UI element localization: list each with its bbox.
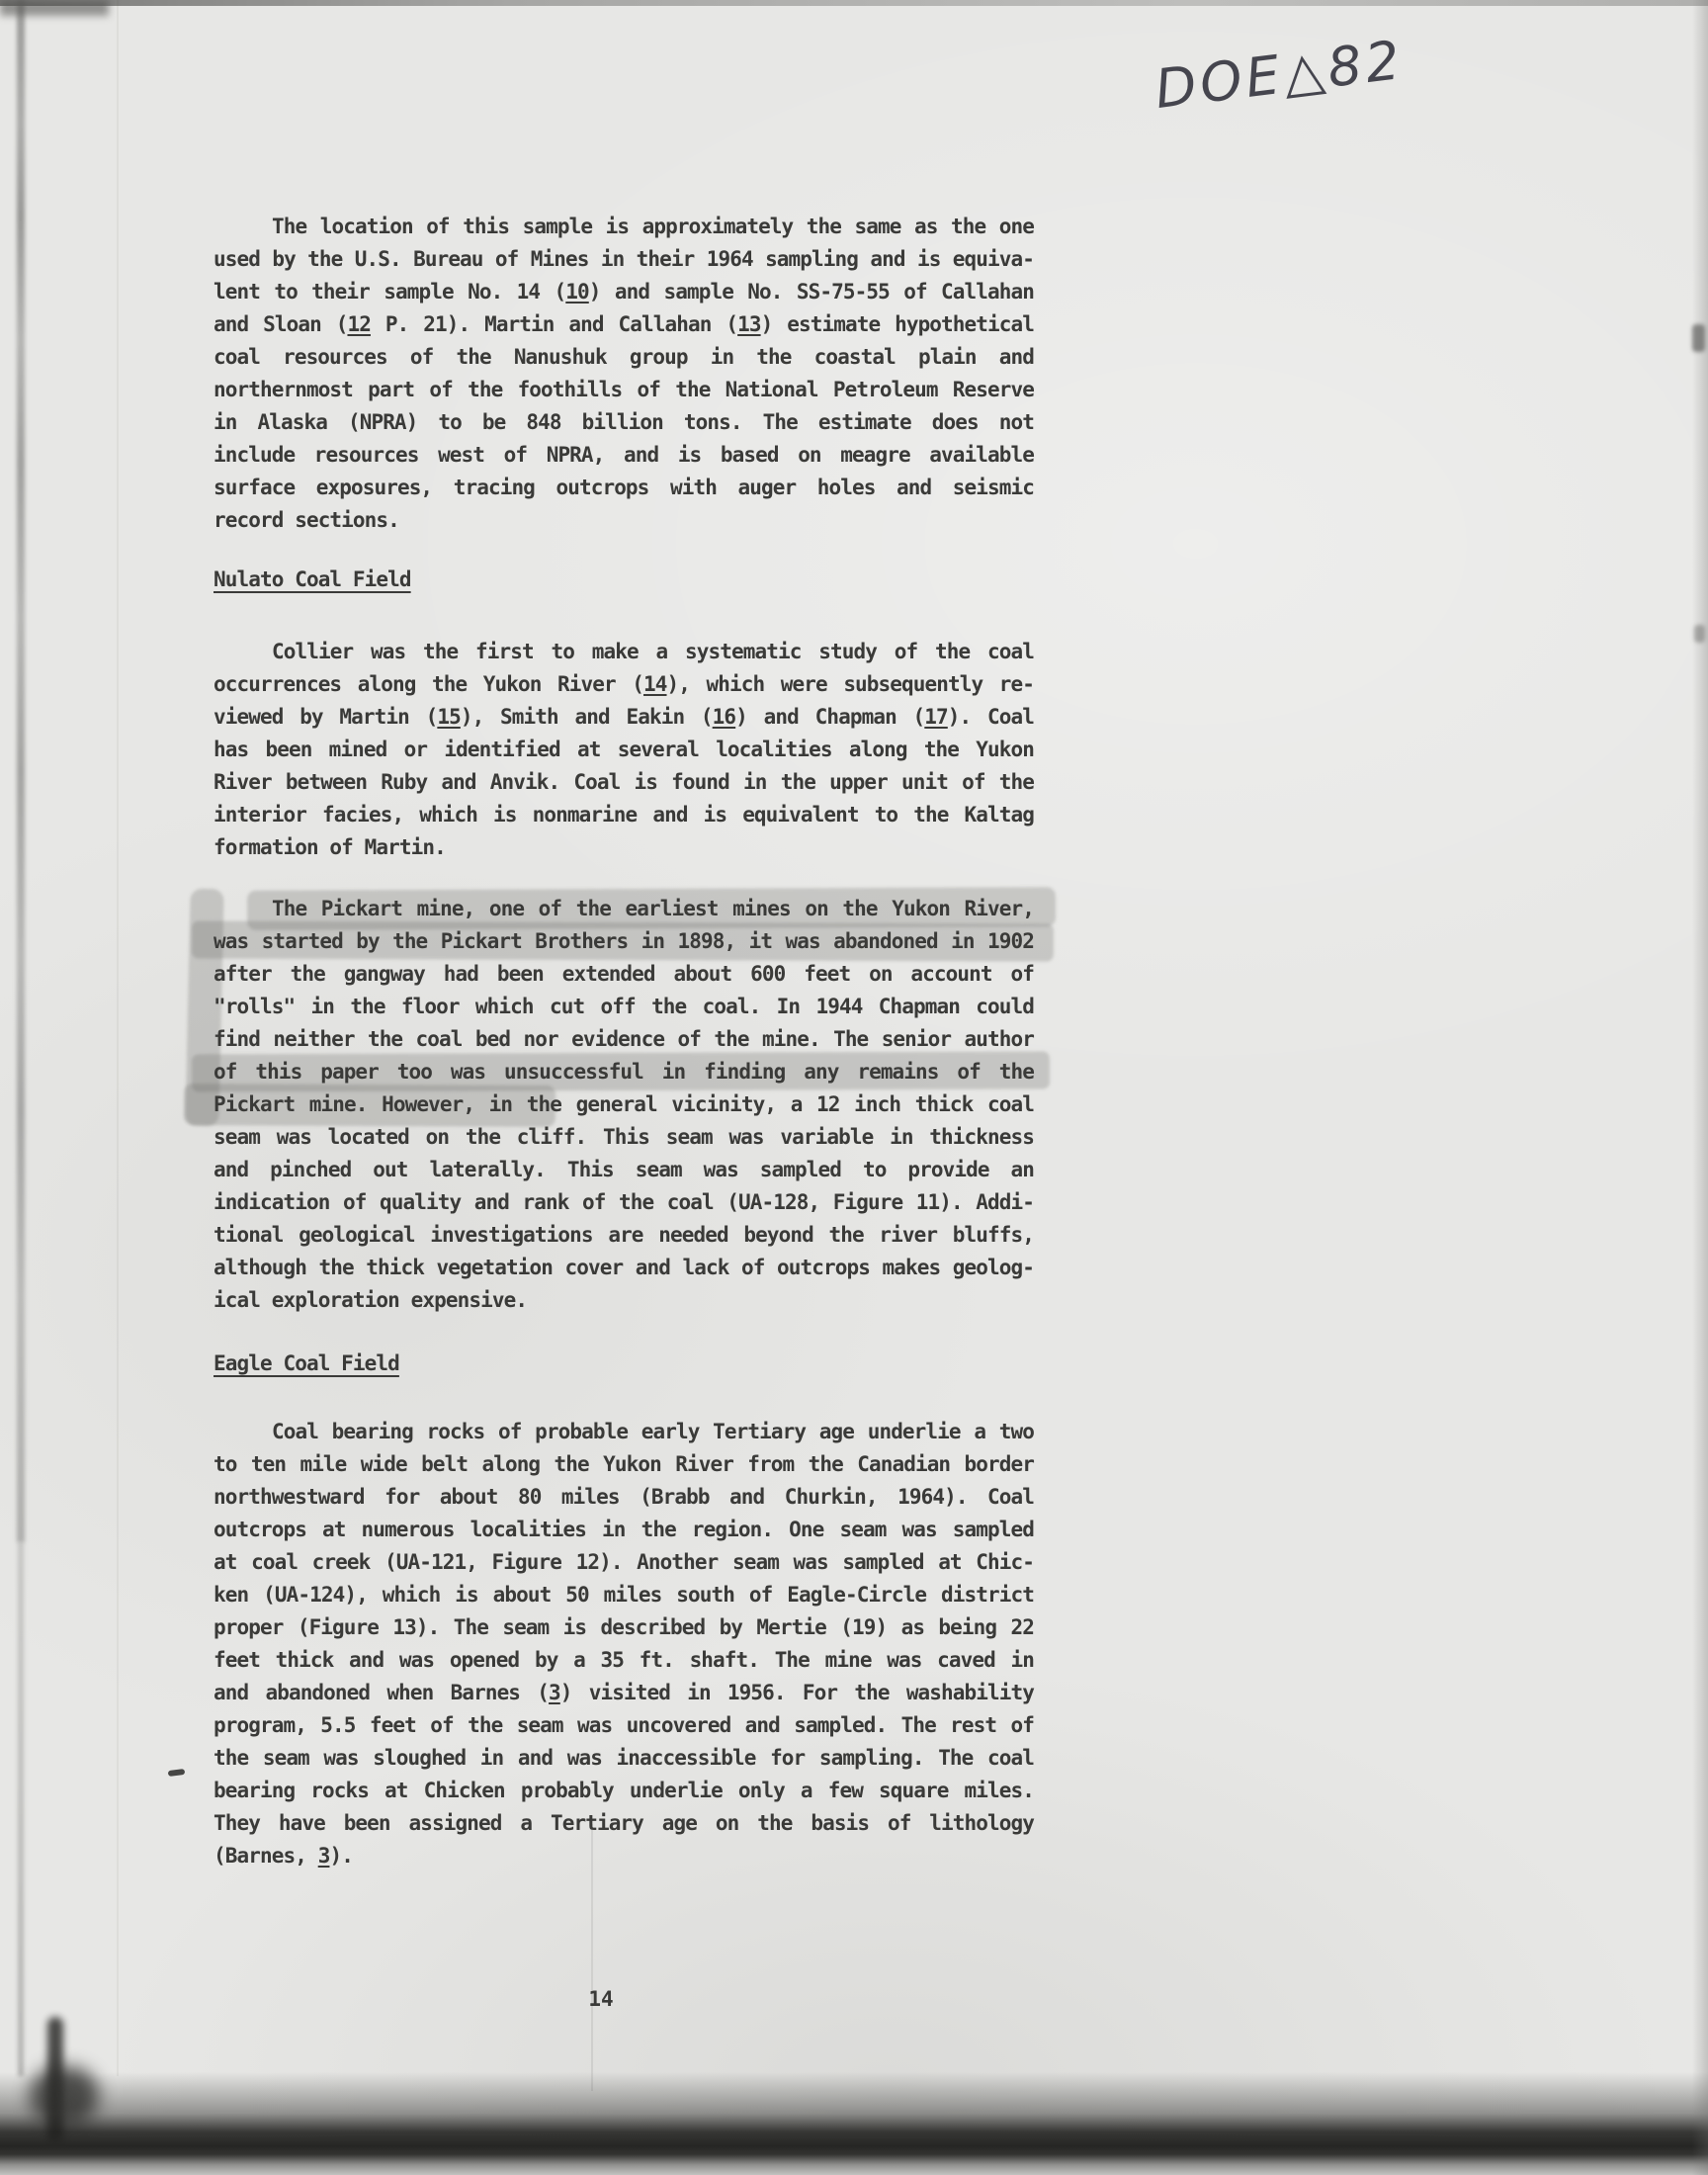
scan-artifact-top-edge xyxy=(0,0,1708,6)
text-line: feet thick and was opened by a 35 ft. shaft. The mine was caved in xyxy=(214,1648,1034,1672)
text-line: tional geological investigations are needed beyond the river bluffs, xyxy=(214,1223,1034,1247)
text-line: and pinched out laterally. This seam was sampled to provide an xyxy=(214,1158,1034,1181)
scan-artifact-faint-line-left xyxy=(117,0,119,2076)
text-line: has been mined or identified at several localities along the Yukon xyxy=(214,738,1034,761)
text-line: to ten mile wide belt along the Yukon River from the Canadian border xyxy=(214,1452,1034,1476)
text-line: the seam was sloughed in and was inaccessible for sampling. The coal xyxy=(214,1746,1034,1770)
text-line: include resources west of NPRA, and is based on meagre available xyxy=(214,443,1034,467)
text-line: Coal bearing rocks of probable early Tertiary age underlie a two xyxy=(272,1420,1034,1443)
text-line: northwestward for about 80 miles (Brabb and Churkin, 1964). Coal xyxy=(214,1485,1034,1509)
scan-artifact-corner-blob xyxy=(30,2066,99,2126)
text-line: program, 5.5 feet of the seam was uncovered and sampled. The rest of xyxy=(214,1713,1034,1737)
text-line: The location of this sample is approximately the same as the one xyxy=(272,215,1034,238)
scan-artifact-right-mark-1 xyxy=(1692,324,1705,352)
scan-artifact-bottom-shadow xyxy=(0,2072,1708,2175)
section-heading-eagle xyxy=(214,1348,1034,1380)
text-line: They have been assigned a Tertiary age on the basis of lithology xyxy=(214,1811,1034,1835)
text-line: ken (UA-124), which is about 50 miles south of Eagle-Circle district xyxy=(214,1583,1034,1607)
handwritten-annotation xyxy=(1147,14,1443,132)
text-line: River between Ruby and Anvik. Coal is found in the upper unit of the xyxy=(214,770,1034,794)
text-line: bearing rocks at Chicken probably underlie only a few square miles. xyxy=(214,1779,1034,1802)
text-line: although the thick vegetation cover and lack of outcrops makes geolog- xyxy=(214,1256,1034,1279)
page-number: 14 xyxy=(588,1987,614,2011)
text-line: lent to their sample No. 14 (10) and sample No. SS-75-55 of Callahan xyxy=(214,280,1034,304)
text-line: and abandoned when Barnes (3) visited in 1956. For the washability xyxy=(214,1681,1034,1704)
text-line: coal resources of the Nanushuk group in the coastal plain and xyxy=(214,345,1034,369)
margin-dash-mark xyxy=(168,1769,186,1777)
text-line: in Alaska (NPRA) to be 848 billion tons. The estimate does not xyxy=(214,410,1034,434)
text-line: northernmost part of the foothills of the National Petroleum Reserve xyxy=(214,378,1034,401)
paragraph-eagle xyxy=(214,1416,1034,1872)
text-line: The Pickart mine, one of the earliest mines on the Yukon River, xyxy=(272,897,1034,920)
text-line: (Barnes, 3). xyxy=(214,1844,353,1868)
section-heading-nulato-text: Nulato Coal Field xyxy=(214,567,411,591)
section-heading-nulato xyxy=(214,564,1034,596)
text-line: formation of Martin. xyxy=(214,835,446,859)
text-line: used by the U.S. Bureau of Mines in their 1964 sampling and is equiva- xyxy=(214,247,1034,271)
scan-artifact-left-streak-lower xyxy=(18,1542,24,2076)
text-line: Collier was the first to make a systematic study of the coal xyxy=(272,640,1034,663)
text-line: at coal creek (UA-121, Figure 12). Another seam was sampled at Chic- xyxy=(214,1550,1034,1574)
text-line: outcrops at numerous localities in the region. One seam was sampled xyxy=(214,1518,1034,1541)
text-line: record sections. xyxy=(214,508,399,532)
text-line: indication of quality and rank of the coal (UA-128, Figure 11). Addi- xyxy=(214,1190,1034,1214)
text-line: proper (Figure 13). The seam is described by Mertie (19) as being 22 xyxy=(214,1615,1034,1639)
scan-artifact-corner-spike xyxy=(47,2017,63,2145)
scan-artifact-top-left xyxy=(0,0,109,16)
text-line: occurrences along the Yukon River (14), which were subsequently re- xyxy=(214,672,1035,696)
scan-artifact-left-streak xyxy=(17,0,25,1542)
text-line: "rolls" in the floor which cut off the coal. In 1944 Chapman could xyxy=(214,995,1034,1018)
paragraph-nulato xyxy=(214,636,1034,864)
paragraph-intro xyxy=(214,211,1034,537)
section-heading-eagle-text: Eagle Coal Field xyxy=(214,1351,399,1375)
text-line: surface exposures, tracing outcrops with auger holes and seismic xyxy=(214,476,1034,499)
text-line: after the gangway had been extended about 600 feet on account of xyxy=(214,962,1034,986)
text-line: and Sloan (12 P. 21). Martin and Callahan (13) estimate hypothetical xyxy=(214,312,1035,336)
handwritten-annotation-text: DOE△82 xyxy=(1152,28,1408,122)
text-line: viewed by Martin (15), Smith and Eakin (16) and Chapman (17). Coal xyxy=(214,705,1034,729)
scan-artifact-right-mark-2 xyxy=(1694,625,1705,643)
text-line: seam was located on the cliff. This seam was variable in thickness xyxy=(214,1125,1034,1149)
text-line: Pickart mine. However, in the general vicinity, a 12 inch thick coal xyxy=(214,1092,1034,1116)
paragraph-pickart xyxy=(214,893,1034,1317)
text-line: interior facies, which is nonmarine and is equivalent to the Kaltag xyxy=(214,803,1034,826)
text-line: find neither the coal bed nor evidence of the mine. The senior author xyxy=(214,1027,1034,1051)
text-line: of this paper too was unsuccessful in finding any remains of the xyxy=(214,1060,1034,1084)
scan-artifact-right-edge xyxy=(1692,0,1708,2175)
text-line: ical exploration expensive. xyxy=(214,1288,528,1312)
text-line: was started by the Pickart Brothers in 1898, it was abandoned in 1902 xyxy=(214,929,1034,953)
